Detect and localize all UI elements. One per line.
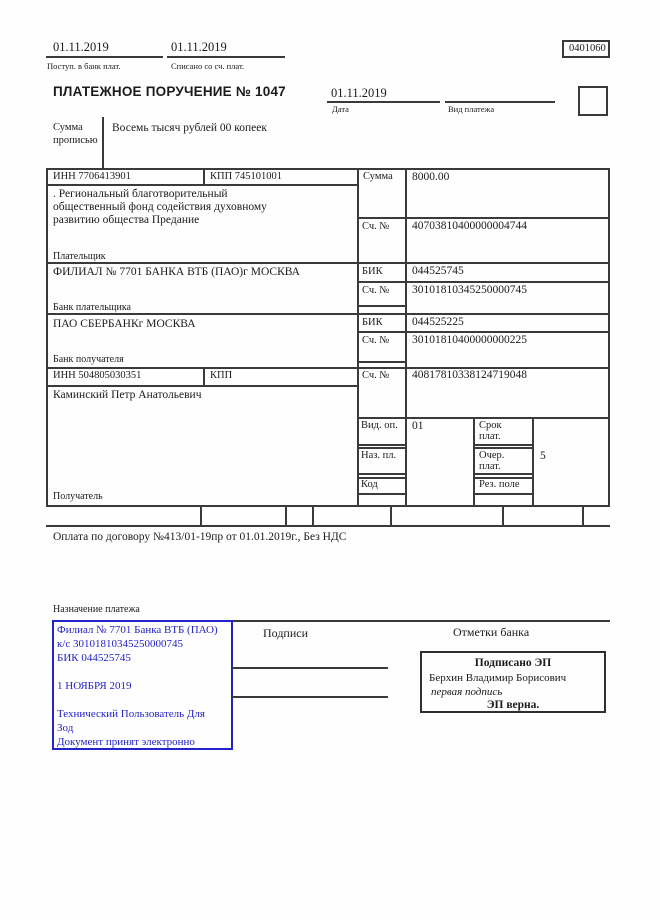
due-box-bottom xyxy=(473,444,534,446)
payer-account-label: Сч. № xyxy=(362,221,390,232)
signatures-label: Подписи xyxy=(263,626,309,640)
form-code-box xyxy=(562,40,610,58)
esign-box xyxy=(420,651,606,713)
payment-kind-label: Вид платежа xyxy=(448,104,495,114)
priority-box-top xyxy=(473,447,534,449)
op-grid-line-1 xyxy=(473,417,475,505)
payer-bank-section-bottom xyxy=(46,313,610,315)
priority-box-bottom xyxy=(473,473,534,475)
payee-bank-bik-label: БИК xyxy=(362,317,383,328)
amount-account-divider xyxy=(357,217,608,219)
payee-bank-label-box-bottom xyxy=(357,361,407,363)
fields-row-bottom xyxy=(46,525,610,527)
purpose-code-label: Наз. пл. xyxy=(361,450,397,461)
payee-bank-section-label: Банк получателя xyxy=(53,354,124,365)
esign-title: Подписано ЭП xyxy=(474,657,552,669)
payer-bank-bik-account-divider xyxy=(357,281,608,283)
form-code: 0401060 xyxy=(569,43,606,54)
bank-stamp-line: к/с 30101810345250000745 xyxy=(57,638,184,650)
document-title: ПЛАТЕЖНОЕ ПОРУЧЕНИЕ № 1047 xyxy=(53,84,286,99)
inn-kpp-divider-payer xyxy=(203,168,205,184)
payer-name-line: развитию общества Предание xyxy=(53,214,200,226)
priority-value: 5 xyxy=(540,450,546,462)
fields-row-divider xyxy=(285,505,287,525)
payer-bank-account-label: Сч. № xyxy=(362,285,390,296)
fields-row-divider xyxy=(390,505,392,525)
payee-bank-bik: 044525225 xyxy=(412,316,464,328)
payer-section-label: Плательщик xyxy=(53,251,106,262)
bank-stamp-line: 1 НОЯБРЯ 2019 xyxy=(57,680,132,692)
payer-bank-label-box-bottom xyxy=(357,305,407,307)
amount-label: Сумма xyxy=(363,171,393,182)
payer-inn: ИНН 7706413901 xyxy=(53,171,131,182)
payer-name-line: общественный фонд содействия духовному xyxy=(53,201,267,213)
payer-bank-account: 30101810345250000745 xyxy=(412,284,527,296)
payer-name-line: . Региональный благотворительный xyxy=(53,188,228,200)
reserve-label: Рез. поле xyxy=(479,479,520,490)
payee-bank-account: 30101810400000000225 xyxy=(412,334,527,346)
purpose-code-box-top xyxy=(357,447,407,449)
due-label-2: плат. xyxy=(479,431,501,442)
due-label-1: Срок xyxy=(479,420,502,431)
table-left-border xyxy=(46,168,48,505)
amount-value: 8000.00 xyxy=(412,171,450,183)
debited-date-label: Списано со сч. плат. xyxy=(171,61,245,71)
op-kind-box-bottom xyxy=(357,444,407,446)
purpose-section-label: Назначение платежа xyxy=(53,604,140,615)
payer-bank-bik-label: БИК xyxy=(362,266,383,277)
table-top-border xyxy=(46,168,610,170)
bank-stamp-line: Технический Пользователь Для xyxy=(57,708,205,720)
signature-line-1 xyxy=(232,667,388,669)
date-label: Дата xyxy=(332,104,349,114)
payee-account-label: Сч. № xyxy=(362,370,390,381)
received-date: 01.11.2019 xyxy=(53,40,109,54)
document-date: 01.11.2019 xyxy=(331,86,387,100)
footer-top-rule xyxy=(233,620,610,622)
payer-bank-section-label: Банк плательщика xyxy=(53,302,131,313)
payee-inn: ИНН 504805030351 xyxy=(53,370,142,381)
payee-account: 40817810338124719048 xyxy=(412,369,527,381)
esign-verified-text: ЭП верна. xyxy=(486,699,540,711)
payer-bank-name: ФИЛИАЛ № 7701 БАНКА ВТБ (ПАО)г МОСКВА xyxy=(53,266,300,278)
amount-words-label-1: Сумма xyxy=(53,122,83,133)
purpose-text: Оплата по договору №413/01-19пр от 01.01.2019г., Без НДС xyxy=(53,531,347,543)
code-box-bottom xyxy=(357,493,407,495)
payer-bank-bik: 044525745 xyxy=(412,265,464,277)
payee-name: Каминский Петр Анатольевич xyxy=(53,389,202,401)
code-label: Код xyxy=(361,479,378,490)
table-right-border xyxy=(608,168,610,505)
op-grid-line-2 xyxy=(532,417,534,505)
esign-signer-name: Берхин Владимир Борисович xyxy=(429,672,567,684)
received-date-underline xyxy=(46,56,163,58)
bank-stamp-line: Филиал № 7701 Банка ВТБ (ПАО) xyxy=(57,624,218,636)
signature-line-2 xyxy=(232,696,388,698)
op-kind-value: 01 xyxy=(412,420,424,432)
op-grid-top xyxy=(357,417,608,419)
amount-words-divider xyxy=(102,117,104,168)
payment-kind-underline xyxy=(445,101,555,103)
inn-row-bottom-payee xyxy=(46,385,357,387)
priority-label-1: Очер. xyxy=(479,450,505,461)
op-kind-label: Вид. оп. xyxy=(361,420,398,431)
payee-section-label: Получатель xyxy=(53,491,103,502)
payer-kpp: КПП 745101001 xyxy=(210,171,283,182)
amount-words-label-2: прописью xyxy=(53,135,98,146)
payer-section-bottom xyxy=(46,262,610,264)
purpose-code-box-bottom xyxy=(357,473,407,475)
payee-kpp-label: КПП xyxy=(210,370,233,381)
debited-date-underline xyxy=(167,56,285,58)
priority-label-2: плат. xyxy=(479,461,501,472)
fields-row-divider xyxy=(312,505,314,525)
inn-kpp-divider-payee xyxy=(203,367,205,385)
payee-bank-name: ПАО СБЕРБАНКг МОСКВА xyxy=(53,318,196,330)
bank-stamp-line: БИК 044525745 xyxy=(57,652,131,664)
reserve-box-bottom xyxy=(473,493,534,495)
fields-row-divider xyxy=(502,505,504,525)
bank-stamp-line: Документ принят электронно xyxy=(57,736,195,748)
table-bottom-border xyxy=(46,505,610,507)
inn-row-bottom-payer xyxy=(46,184,357,186)
esign-signature-kind: первая подпись xyxy=(431,686,503,698)
bank-stamp-line: Зод xyxy=(57,722,74,734)
amount-words-value: Восемь тысяч рублей 00 копеек xyxy=(112,122,267,134)
payee-bank-account-label: Сч. № xyxy=(362,335,390,346)
fields-row-divider xyxy=(582,505,584,525)
received-date-label: Поступ. в банк плат. xyxy=(47,61,121,71)
payer-account: 40703810400000004744 xyxy=(412,220,527,232)
date-underline xyxy=(327,101,440,103)
payment-kind-box xyxy=(578,86,608,116)
fields-row-divider xyxy=(200,505,202,525)
bank-marks-label: Отметки банка xyxy=(453,625,530,639)
payee-bank-bik-account-divider xyxy=(357,331,608,333)
debited-date: 01.11.2019 xyxy=(171,40,227,54)
